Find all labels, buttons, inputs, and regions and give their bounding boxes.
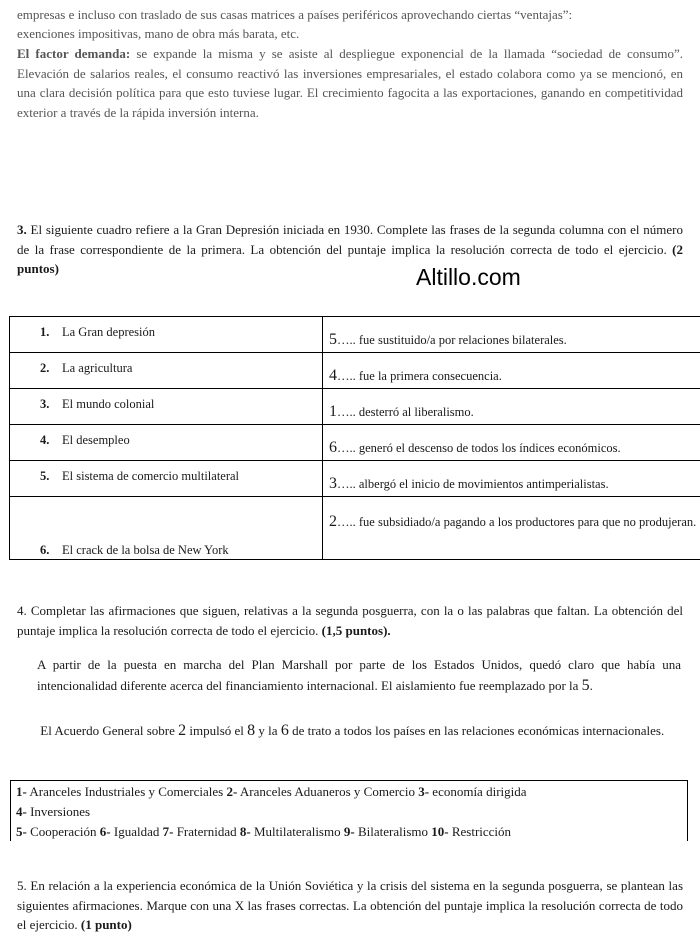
table-row — [10, 389, 700, 425]
table-cell-right — [323, 497, 700, 560]
demand-text: se expande la misma y se asiste al despliegue exponencial de la llamada “sociedad de consumo”. Elevación de salarios reales, el consumo reactivó las inversiones empresariales, el estado colabora como ya se mencionó, en una clara decisión política para que esto tuviese lugar. El crecimiento fagocita a las exportaciones, ganando en competitividad exterior a través de la rápida inversión interna. — [17, 46, 683, 120]
word-option: Restricción — [448, 824, 512, 839]
row-answer: 2 — [329, 513, 337, 530]
row-number: 6. — [40, 543, 50, 557]
row-right-text: ….. fue la primera consecuencia. — [337, 369, 502, 383]
q4-answer-3: 8 — [247, 722, 256, 739]
q4-answer-1: 5 — [581, 677, 590, 694]
table-row — [10, 461, 700, 497]
word-option: Aranceles Industriales y Comerciales — [26, 784, 227, 799]
row-answer: 6 — [329, 439, 337, 456]
word-number: 2- — [226, 784, 238, 799]
question-3 — [17, 220, 683, 279]
word-option: Aranceles Aduaneros y Comercio — [237, 784, 419, 799]
word-number: 7- — [162, 824, 174, 839]
question-5-points: (1 punto) — [80, 917, 132, 932]
row-left-text: La Gran depresión — [62, 325, 156, 339]
table-cell-right — [323, 461, 700, 497]
word-option: Bilateralismo — [354, 824, 432, 839]
word-bank-line-3 — [16, 824, 511, 840]
intro-line-2: exenciones impositivas, mano de obra más barata, etc. — [17, 26, 300, 41]
q4-statement-2-a: El Acuerdo General sobre — [40, 723, 179, 738]
watermark: Altillo.com — [416, 264, 521, 290]
table-cell-left — [10, 497, 323, 560]
word-number: 1- — [16, 784, 27, 799]
q4-statement-2 — [37, 720, 681, 741]
word-option: Fraternidad — [173, 824, 240, 839]
demand-label: El factor demanda: — [17, 46, 131, 61]
word-number: 6- — [99, 824, 111, 839]
q4-statement-2-b: impulsó el — [186, 723, 248, 738]
table-cell-right — [323, 425, 700, 461]
row-left-text: La agricultura — [62, 361, 133, 375]
row-answer: 5 — [329, 331, 337, 348]
row-number: 3. — [40, 397, 50, 411]
intro-line-1: empresas e incluso con traslado de sus casas matrices a países periféricos aprovechando ciertas “ventajas”: — [17, 7, 573, 22]
table-cell-left — [10, 461, 323, 497]
table-row — [10, 353, 700, 389]
row-number: 4. — [40, 433, 50, 447]
word-bank — [10, 780, 688, 841]
row-right-text: ….. fue subsidiado/a pagando a los productores para que no produjeran. — [337, 515, 697, 529]
table-cell-left — [10, 353, 323, 389]
table-row — [10, 497, 700, 560]
q4-statement-1-a: A partir de la puesta en marcha del Plan Marshall por parte de los Estados Unidos, quedó claro que había una intencionalidad diferente acerca del financiamiento internacional. El aislamiento fue reemplazado por la — [37, 657, 681, 693]
word-bank-line-2 — [16, 804, 90, 820]
word-number: 10- — [431, 824, 449, 839]
question-5-text: 5. En relación a la experiencia económica de la Unión Soviética y la crisis del sistema en la segunda posguerra, se plantean las siguientes afirmaciones. Marque con una X las frases correctas. La obtención del puntaje implica la resolución correcta de todo el ejercicio. — [17, 878, 683, 932]
word-number: 5- — [16, 824, 27, 839]
demand-paragraph — [17, 44, 683, 122]
word-option: economía dirigida — [429, 784, 527, 799]
row-answer: 3 — [329, 475, 337, 492]
table-cell-left — [10, 317, 323, 353]
question-3-text: El siguiente cuadro refiere a la Gran Depresión iniciada en 1930. Complete las frases de la segunda columna con el número de la frase correspondiente de la primera. La obtención del puntaje implica la resolución correcta de todo el ejercicio. — [17, 222, 683, 257]
question-3-number: 3. — [17, 222, 27, 237]
q4-answer-2: 2 — [178, 722, 187, 739]
row-number: 1. — [40, 325, 50, 339]
q4-statement-1-b: . — [589, 678, 593, 693]
table-cell-right — [323, 317, 700, 353]
table-row — [10, 317, 700, 353]
word-bank-line-1 — [16, 784, 527, 800]
table-cell-right — [323, 353, 700, 389]
q4-statement-2-d: de trato a todos los países en las relaciones económicas internacionales. — [288, 723, 665, 738]
row-number: 2. — [40, 361, 50, 375]
matching-table — [9, 316, 700, 560]
row-right-text: ….. fue sustituido/a por relaciones bilaterales. — [337, 333, 567, 347]
word-option: Igualdad — [110, 824, 163, 839]
word-number: 9- — [343, 824, 355, 839]
table-cell-left — [10, 425, 323, 461]
question-5 — [17, 876, 683, 935]
word-option: Multilateralismo — [250, 824, 344, 839]
row-left-text: El mundo colonial — [62, 397, 155, 411]
q4-statement-1 — [37, 654, 681, 696]
word-number: 8- — [239, 824, 251, 839]
row-right-text: ….. desterró al liberalismo. — [337, 405, 474, 419]
word-number: 4- — [16, 804, 27, 819]
question-3-points: (2 puntos) — [17, 241, 683, 276]
word-number: 3- — [418, 784, 430, 799]
row-right-text: ….. generó el descenso de todos los índices económicos. — [337, 441, 621, 455]
word-option: Inversiones — [26, 804, 91, 819]
row-number: 5. — [40, 469, 50, 483]
table-cell-left — [10, 389, 323, 425]
q4-answer-4: 6 — [280, 722, 289, 739]
question-4-points: (1,5 puntos). — [321, 622, 391, 638]
row-left-text: El crack de la bolsa de New York — [62, 543, 229, 557]
row-left-text: El sistema de comercio multilateral — [62, 469, 240, 483]
table-cell-right — [323, 389, 700, 425]
table-row — [10, 425, 700, 461]
row-right-text: ….. albergó el inicio de movimientos antimperialistas. — [337, 477, 609, 491]
word-option: Cooperación — [26, 824, 100, 839]
row-answer: 4 — [329, 367, 337, 384]
q4-statement-2-c: y la — [255, 723, 281, 738]
question-4-text: 4. Completar las afirmaciones que siguen, relativas a la segunda posguerra, con la o las palabras que faltan. La obtención del puntaje implica la resolución correcta de todo el ejercicio. — [17, 603, 683, 638]
question-4 — [17, 601, 683, 640]
row-left-text: El desempleo — [62, 433, 130, 447]
row-answer: 1 — [329, 403, 337, 420]
